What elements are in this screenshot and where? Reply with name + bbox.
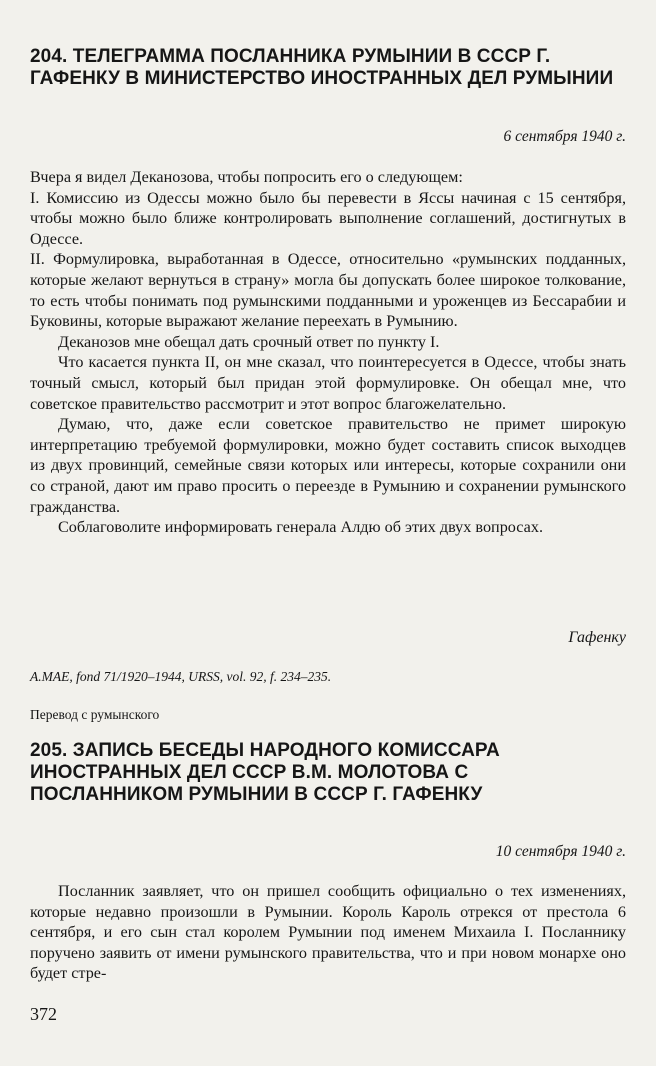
page-number: 372 — [30, 1004, 57, 1024]
doc204-paragraph: Думаю, что, даже если советское правительство не примет широкую интерпретацию требуемой формулировки, можно будет составить список выходцев из двух провинций, семейные связи которых или интересы, которые сохранили они со страной, дают им право просить о переезде в Румынию и сохранении румынского гражданства. — [30, 415, 626, 516]
doc204-signature: Гафенку — [568, 629, 626, 646]
doc204-paragraph: Деканозов мне обещал дать срочный ответ по пункту I. — [58, 332, 440, 351]
doc205-paragraph: Посланник заявляет, что он пришел сообщить официально о тех изменениях, которые недавно произошли в Румынии. Король Кароль отрекся от престола 6 сентября, и его сын стал королем Румынии под именем Михаила I. Посланнику поручено заявить от имени румынского правительства, что и при новом монархе оно будет стре- — [30, 882, 626, 983]
doc205-heading: 205. ЗАПИСЬ БЕСЕДЫ НАРОДНОГО КОМИССАРА ИНОСТРАННЫХ ДЕЛ СССР В.М. МОЛОТОВА С ПОСЛАННИКОМ РУМЫНИИ В СССР Г. ГАФЕНКУ — [30, 740, 500, 805]
doc205-body — [30, 881, 626, 984]
doc204-translation-note: Перевод с румынского — [30, 707, 160, 722]
doc204-body — [30, 167, 626, 538]
doc204-paragraph: II. Формулировка, выработанная в Одессе, относительно «румынских подданных, которые желают вернуться в страну» могла бы допускать более широкое толкование, то есть чтобы понимать под румынскими подданными и уроженцев из Бессарабии и Буковины, которые выражают желание переехать в Румынию. — [30, 250, 626, 331]
doc204-heading: 204. ТЕЛЕГРАММА ПОСЛАННИКА РУМЫНИИ В СССР Г. ГАФЕНКУ В МИНИСТЕРСТВО ИНОСТРАННЫХ ДЕЛ РУМЫНИИ — [30, 46, 614, 89]
doc204-paragraph: I. Комиссию из Одессы можно было бы перевести в Яссы начиная с 15 сентября, чтобы можно было ближе контролировать выполнение соглашений, достигнутых в Одессе. — [30, 188, 626, 248]
doc204-paragraph: Вчера я видел Деканозова, чтобы попросить его о следующем: — [30, 168, 463, 186]
doc204-source: A.MAE, fond 71/1920–1944, URSS, vol. 92, f. 234–235. — [30, 669, 332, 684]
doc204-date: 6 сентября 1940 г. — [503, 128, 626, 145]
doc204-paragraph: Что касается пункта II, он мне сказал, что поинтересуется в Одессе, чтобы знать точный смысл, который был придан этой формулировке. Он обещал мне, что советское правительство рассмотрит и этот вопрос благожелательно. — [30, 353, 626, 413]
doc204-paragraph: Соблаговолите информировать генерала Алдю об этих двух вопросах. — [58, 518, 544, 537]
doc205-date: 10 сентября 1940 г. — [495, 843, 626, 860]
